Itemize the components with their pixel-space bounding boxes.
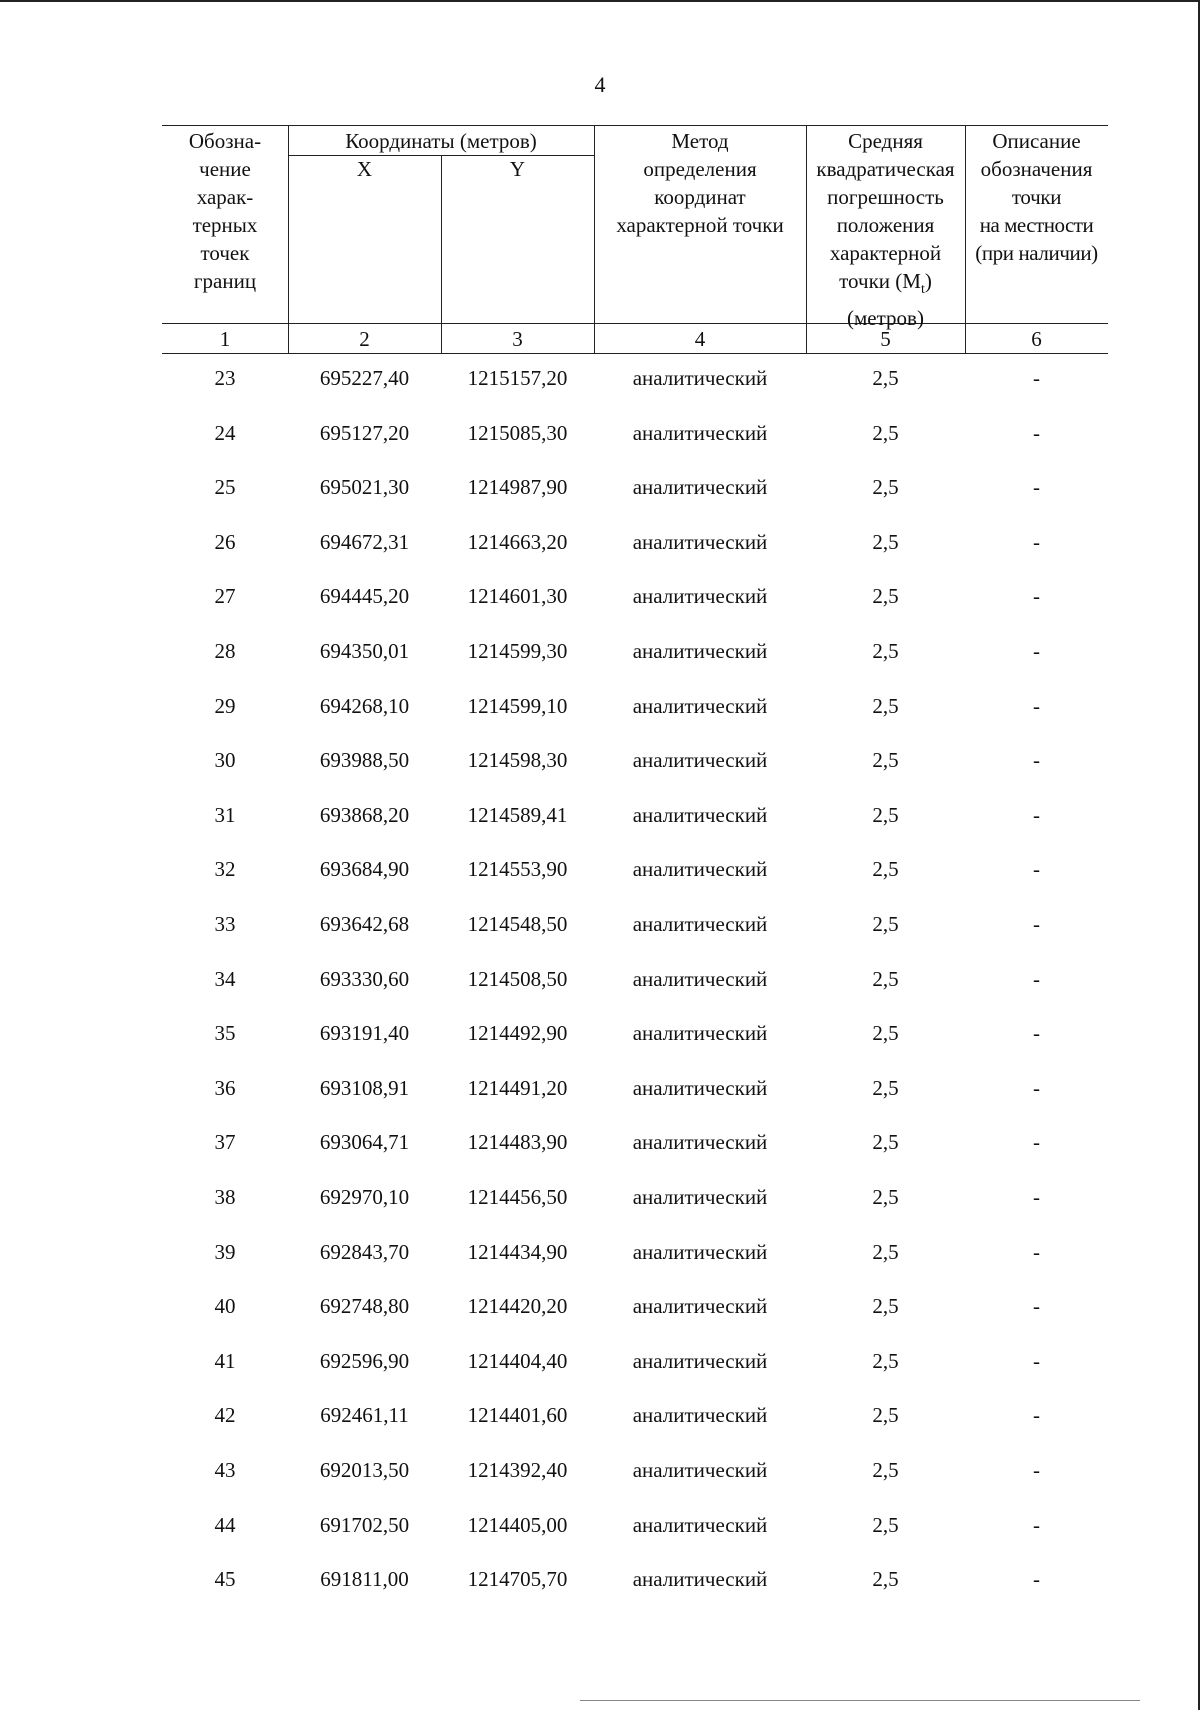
cell-coord-y: 1214599,30 xyxy=(467,639,568,663)
cell-error-value: 2,5 xyxy=(872,366,899,390)
header-text-line: харак- xyxy=(196,185,254,209)
cell-method: аналитический xyxy=(632,748,768,773)
header-text-line: обозначения xyxy=(980,157,1093,181)
header-point-designation xyxy=(162,127,288,295)
cell-description: - xyxy=(1033,366,1040,390)
cell-point-number: 45 xyxy=(214,1567,236,1592)
cell-coord-y: 1214456,50 xyxy=(467,1185,568,1209)
header-bottom-rule xyxy=(162,323,1108,324)
cell-method: аналитический xyxy=(632,366,768,390)
cell-point-number: 43 xyxy=(214,1458,236,1482)
cell-coord-y: 1214987,90 xyxy=(467,475,568,500)
cell-coord-x: 692461,11 xyxy=(320,1403,409,1428)
header-text-line: чение xyxy=(199,157,251,181)
cell-error-value: 2,5 xyxy=(872,693,899,718)
cell-point-number: 44 xyxy=(214,1512,236,1537)
cell-method: аналитический xyxy=(632,1348,768,1373)
cell-error-value: 2,5 xyxy=(872,1348,899,1373)
cell-point-number: 41 xyxy=(214,1348,236,1373)
cell-error-value: 2,5 xyxy=(872,475,899,500)
cell-method: аналитический xyxy=(632,1567,768,1592)
bottom-scan-line xyxy=(580,1700,1140,1701)
cell-description: - xyxy=(1033,1567,1040,1592)
cell-description: - xyxy=(1033,1075,1040,1100)
cell-point-number: 36 xyxy=(214,1075,236,1100)
cell-point-number: 29 xyxy=(214,693,236,718)
cell-error-value: 2,5 xyxy=(872,1294,899,1319)
column-number-4: 4 xyxy=(694,327,706,351)
cell-error-value: 2,5 xyxy=(872,912,899,936)
cell-coord-x: 695227,40 xyxy=(319,366,410,390)
cell-coord-y: 1214589,41 xyxy=(467,802,568,827)
cell-coord-y: 1215085,30 xyxy=(467,420,568,445)
cell-method: аналитический xyxy=(632,1075,768,1100)
cell-method: аналитический xyxy=(632,475,768,500)
cell-coord-y: 1214553,90 xyxy=(467,857,568,882)
header-text-line: Метод xyxy=(671,129,729,153)
cell-error-value: 2,5 xyxy=(872,1458,899,1482)
cell-point-number: 33 xyxy=(214,912,236,936)
cell-coord-x: 692970,10 xyxy=(319,1185,410,1209)
cell-method: аналитический xyxy=(632,857,768,882)
cell-method: аналитический xyxy=(632,1239,768,1264)
cell-coord-y: 1214601,30 xyxy=(467,584,568,609)
header-text-line: положения xyxy=(836,213,935,237)
cell-description: - xyxy=(1033,802,1040,827)
cell-method: аналитический xyxy=(632,693,768,718)
cell-point-number: 37 xyxy=(214,1130,236,1155)
cell-error-value: 2,5 xyxy=(872,966,899,991)
cell-coord-y: 1215157,20 xyxy=(467,366,568,390)
cell-coord-x: 691702,50 xyxy=(319,1512,410,1537)
column-number-3: 3 xyxy=(512,327,523,351)
cell-coord-x: 693988,50 xyxy=(319,748,410,773)
header-x: X xyxy=(356,157,373,181)
cell-point-number: 31 xyxy=(214,802,236,827)
header-text-line: Обозна- xyxy=(188,129,262,153)
cell-coord-y: 1214492,90 xyxy=(467,1021,568,1046)
cell-coord-y: 1214548,50 xyxy=(467,912,568,936)
cell-method: аналитический xyxy=(632,802,768,827)
cell-point-number: 40 xyxy=(214,1294,236,1319)
header-mt-line xyxy=(806,267,965,304)
cell-method: аналитический xyxy=(632,420,768,445)
cell-error-value: 2,5 xyxy=(872,748,899,773)
header-y: Y xyxy=(509,157,526,181)
cell-coord-x: 693108,91 xyxy=(319,1075,410,1100)
cell-description: - xyxy=(1033,693,1040,718)
header-text-line: точек xyxy=(200,241,250,265)
column-number-6: 6 xyxy=(1031,327,1042,351)
cell-coord-x: 692013,50 xyxy=(319,1458,410,1482)
page-number: 4 xyxy=(594,72,606,97)
cell-coord-x: 693642,68 xyxy=(319,912,410,936)
cell-error-value: 2,5 xyxy=(872,1075,899,1100)
cell-description: - xyxy=(1033,1348,1040,1373)
cell-description: - xyxy=(1033,1458,1040,1482)
cell-description: - xyxy=(1033,966,1040,991)
cell-point-number: 35 xyxy=(214,1021,236,1046)
cell-coord-x: 694445,20 xyxy=(319,584,410,609)
column-number-1: 1 xyxy=(219,327,231,351)
header-text-line: характерной точки xyxy=(616,213,784,237)
cell-point-number: 26 xyxy=(214,529,236,554)
header-text-line: характерной xyxy=(829,241,942,265)
cell-coord-x: 694268,10 xyxy=(319,693,410,718)
cell-description: - xyxy=(1033,1512,1040,1537)
cell-error-value: 2,5 xyxy=(872,420,899,445)
cell-coord-x: 694672,31 xyxy=(319,529,410,554)
cell-error-value: 2,5 xyxy=(872,802,899,827)
header-mt-suffix: ) xyxy=(924,269,932,293)
cell-method: аналитический xyxy=(632,1403,768,1428)
cell-error-value: 2,5 xyxy=(872,1512,899,1537)
cell-coord-x: 692596,90 xyxy=(319,1348,410,1373)
cell-coord-x: 693330,60 xyxy=(319,966,410,991)
cell-point-number: 34 xyxy=(214,966,236,991)
header-text-line: (при наличии) xyxy=(975,241,1098,265)
cell-coord-y: 1214404,40 xyxy=(467,1348,568,1373)
cell-method: аналитический xyxy=(632,1458,768,1482)
cell-coord-y: 1214420,20 xyxy=(467,1294,568,1319)
cell-coord-x: 693684,90 xyxy=(319,857,410,882)
header-text-line: границ xyxy=(193,269,257,293)
cell-coord-y: 1214491,20 xyxy=(467,1075,568,1100)
cell-point-number: 27 xyxy=(214,584,236,609)
header-text-line: на местности xyxy=(979,213,1094,237)
cell-coord-x: 693868,20 xyxy=(319,802,410,827)
cell-point-number: 42 xyxy=(214,1403,236,1428)
cell-coord-y: 1214599,10 xyxy=(467,693,568,718)
header-method xyxy=(594,127,806,239)
cell-coord-y: 1214508,50 xyxy=(467,966,568,991)
cell-method: аналитический xyxy=(632,584,768,609)
cell-point-number: 24 xyxy=(214,420,236,445)
header-text-line: определения xyxy=(643,157,757,181)
cell-method: аналитический xyxy=(632,1130,768,1155)
cell-error-value: 2,5 xyxy=(872,529,899,554)
cell-error-value: 2,5 xyxy=(872,1021,899,1046)
cell-coord-y: 1214663,20 xyxy=(467,529,568,554)
header-description xyxy=(965,127,1108,267)
header-mt-subscript: t xyxy=(920,282,925,298)
cell-description: - xyxy=(1033,529,1040,554)
cell-error-value: 2,5 xyxy=(872,857,899,882)
column-numbers-bottom-rule xyxy=(162,353,1108,354)
cell-description: - xyxy=(1033,1294,1040,1319)
cell-description: - xyxy=(1033,748,1040,773)
cell-description: - xyxy=(1033,420,1040,445)
cell-error-value: 2,5 xyxy=(872,1403,899,1428)
cell-coord-x: 695127,20 xyxy=(319,420,410,445)
cell-point-number: 39 xyxy=(214,1239,236,1264)
header-text-line: погрешность xyxy=(827,185,944,209)
header-text-line: квадратическая xyxy=(816,157,955,181)
cell-coord-x: 691811,00 xyxy=(320,1567,409,1592)
cell-coord-x: 692748,80 xyxy=(319,1294,410,1319)
cell-error-value: 2,5 xyxy=(872,1567,899,1592)
cell-coord-y: 1214598,30 xyxy=(467,748,568,773)
cell-coord-x: 695021,30 xyxy=(319,475,410,500)
cell-description: - xyxy=(1033,1021,1040,1046)
cell-point-number: 38 xyxy=(214,1185,236,1209)
cell-error-value: 2,5 xyxy=(872,584,899,609)
cell-description: - xyxy=(1033,639,1040,663)
cell-description: - xyxy=(1033,857,1040,882)
header-coordinates-group: Координаты (метров) xyxy=(345,129,537,153)
cell-method: аналитический xyxy=(632,529,768,554)
header-text-line: Описание xyxy=(992,129,1081,153)
cell-coord-y: 1214401,60 xyxy=(467,1403,568,1428)
cell-point-number: 30 xyxy=(214,748,236,773)
cell-error-value: 2,5 xyxy=(872,1130,899,1155)
cell-error-value: 2,5 xyxy=(872,639,899,663)
header-text-line: терных xyxy=(192,213,258,237)
header-text-line: (метров) xyxy=(847,306,924,331)
header-mt-prefix: точки (M xyxy=(839,269,921,293)
cell-coord-x: 692843,70 xyxy=(319,1239,410,1264)
cell-error-value: 2,5 xyxy=(872,1185,899,1209)
column-number-5: 5 xyxy=(880,327,891,351)
cell-description: - xyxy=(1033,1403,1040,1428)
cell-point-number: 32 xyxy=(214,857,236,882)
cell-method: аналитический xyxy=(632,1294,768,1319)
cell-description: - xyxy=(1033,1185,1040,1209)
cell-point-number: 25 xyxy=(214,475,236,500)
cell-point-number: 28 xyxy=(214,639,236,663)
cell-description: - xyxy=(1033,1239,1040,1264)
cell-method: аналитический xyxy=(632,1512,768,1537)
cell-point-number: 23 xyxy=(214,366,236,390)
cell-method: аналитический xyxy=(632,912,768,936)
vrule-2 xyxy=(441,155,442,353)
header-mean-square-error xyxy=(806,127,965,332)
header-text-line: Средняя xyxy=(848,129,923,153)
cell-coord-y: 1214434,90 xyxy=(467,1239,568,1264)
cell-error-value: 2,5 xyxy=(872,1239,899,1264)
cell-description: - xyxy=(1033,475,1040,500)
cell-coord-y: 1214405,00 xyxy=(467,1512,568,1537)
header-text-line: точки xyxy=(1011,185,1062,209)
cell-method: аналитический xyxy=(632,1185,768,1209)
cell-coord-x: 693064,71 xyxy=(319,1130,410,1155)
cell-method: аналитический xyxy=(632,1021,768,1046)
cell-coord-x: 693191,40 xyxy=(319,1021,410,1046)
cell-method: аналитический xyxy=(632,966,768,991)
header-text-line: координат xyxy=(654,185,746,209)
cell-coord-y: 1214392,40 xyxy=(467,1458,568,1482)
column-number-2: 2 xyxy=(359,327,370,351)
cell-description: - xyxy=(1033,912,1040,936)
table-top-rule xyxy=(162,125,1108,126)
cell-description: - xyxy=(1033,1130,1040,1155)
cell-method: аналитический xyxy=(632,639,768,663)
cell-description: - xyxy=(1033,584,1040,609)
cell-coord-x: 694350,01 xyxy=(319,639,410,663)
cell-coord-y: 1214705,70 xyxy=(467,1567,568,1592)
cell-coord-y: 1214483,90 xyxy=(467,1130,568,1155)
